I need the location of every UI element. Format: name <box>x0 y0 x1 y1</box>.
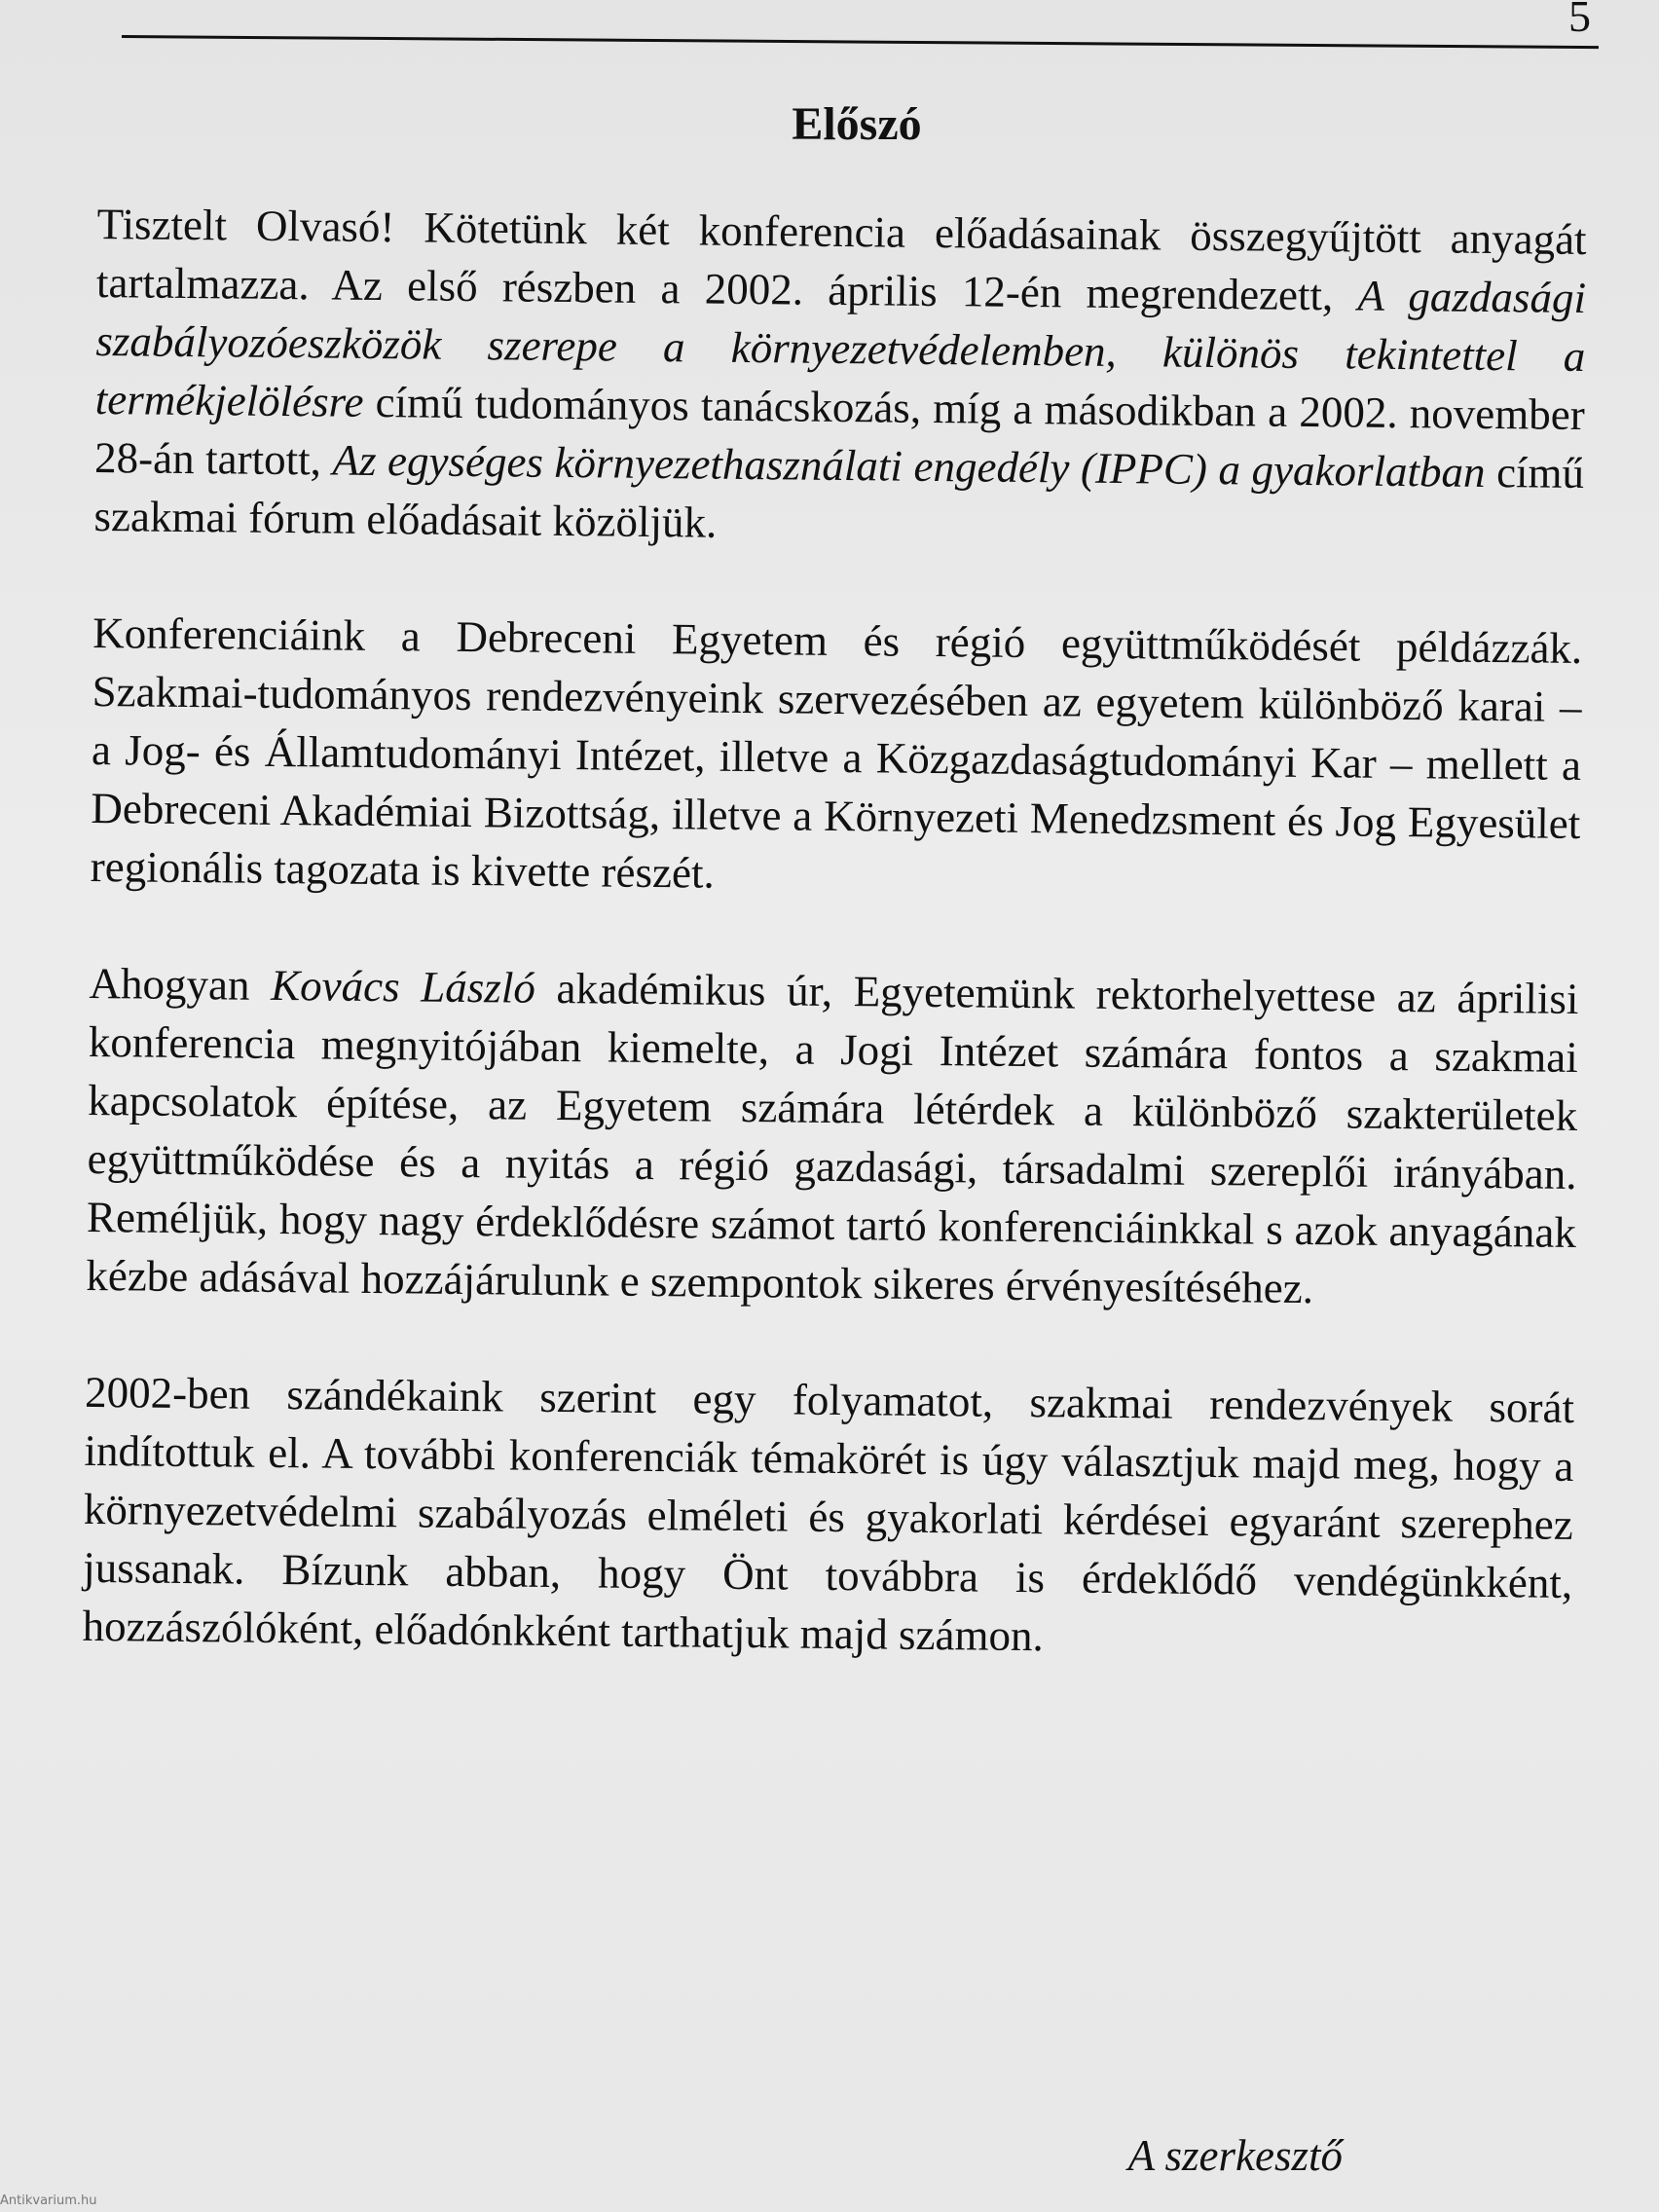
paragraph-4-text: 2002-ben szándékaink szerint egy folyamatot, szakmai rendezvények sorát indítottuk el. A további konferenciák témakörét is úgy választjuk majd meg, hogy a környezetvédelmi szabályozás elméleti és gyakorlati kérdései egyaránt szerephez jussanak. Bízunk abban, hogy Önt továbbra is érdeklődő vendégünkként, hozzászólóként, előadónkként tarthatjuk majd számon. <box>82 1367 1575 1661</box>
page-number: 5 <box>1568 0 1591 41</box>
paragraph-2-text: Konferenciáink a Debreceni Egyetem és régió együttműködését példázzák. Szakmai-tudományos rendezvényeink szervezésében az egyetem különböző karai – a Jog- és Államtudományi Intézet, illetve a Közgazdaságtudományi Kar – mellett a Debreceni Akadémiai Bizottság, illetve a Környezeti Menedzsment és Jog Egyesület regionális tagozata is kivette részét. <box>90 608 1583 898</box>
signature: A szerkesztő <box>1127 2131 1343 2180</box>
paragraph-2 <box>90 604 1582 911</box>
paragraph-3 <box>86 954 1579 1320</box>
paragraph-1-text-e: című szakmai fórum előadásait közöljük. <box>93 447 1585 547</box>
paragraph-1 <box>93 195 1587 561</box>
paragraph-1-text-a: Tisztelt Olvasó! Kötetünk két konferencia előadásainak összegyűjtött anyagát tartalmazza. Az első részben a 2002. április 12-én megrendezett, <box>95 199 1587 320</box>
paragraph-3-text-c: akadémikus úr, Egyetemünk rektorhelyettese az áprilisi konferencia megnyitójában kiemelte, a Jogi Intézet számára fontos a szakmai kapcsolatok építése, az Egyetem számára létérdek a különböző szakterületek együttműködése és a nyitás a régió gazdasági, társadalmi szereplői irányában. Reméljük, hogy nagy érdeklődésre számot tartó konferenciáinkkal s azok anyagának kézbe adásával hozzájárulunk e szempontok sikeres érvényesítéséhez. <box>86 963 1579 1313</box>
paragraph-1-title-1: A gazdasági szabályozóeszközök szerepe a környezetvédelemben, különös tekintettel a termékjelölésre <box>94 271 1587 426</box>
paragraph-4 <box>82 1363 1574 1671</box>
paragraph-3-person-name: Kovács László <box>270 960 536 1013</box>
header-rule <box>122 35 1599 49</box>
paragraph-1-title-2: Az egységes környezethasználati engedély (IPPC) a gyakorlatban <box>332 435 1486 497</box>
body-text <box>82 195 1587 1729</box>
paragraph-1-text-c: című tudományos tanácskozás, míg a másodikban a 2002. november 28-án tartott, <box>93 377 1585 485</box>
page-title: Előszó <box>792 98 922 150</box>
watermark: Antikvarium.hu <box>0 2194 97 2208</box>
paragraph-3-text-a: Ahogyan <box>89 958 272 1010</box>
